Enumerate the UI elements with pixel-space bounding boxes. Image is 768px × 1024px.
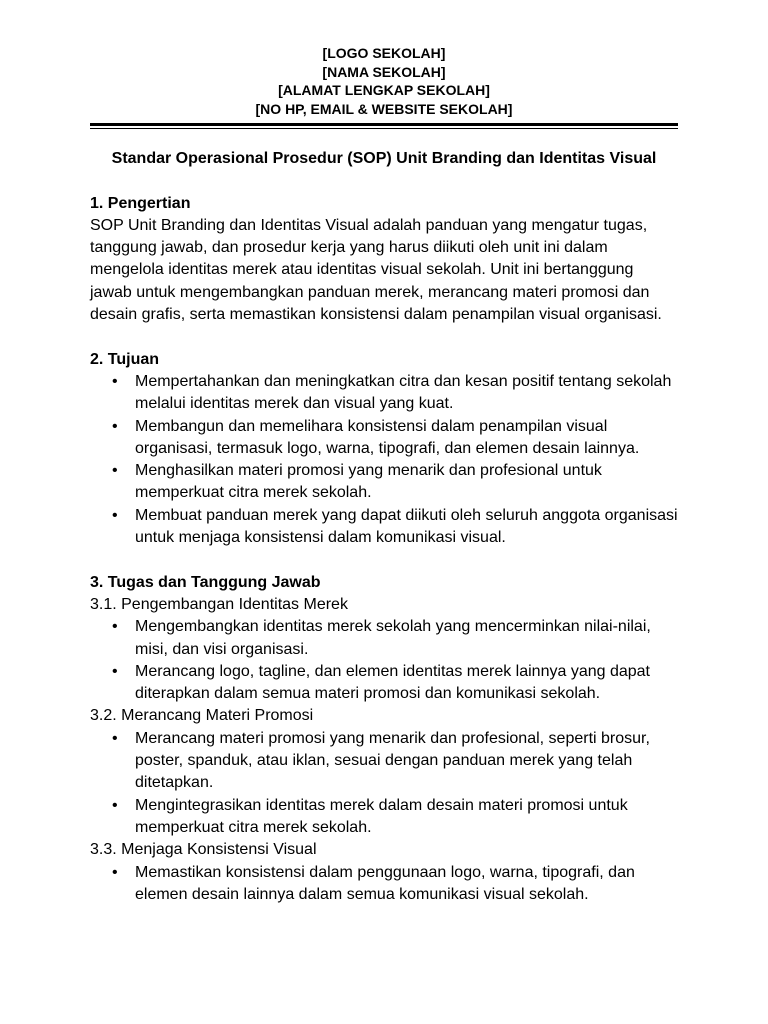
konsistensi-list [90, 862, 678, 907]
list-item-text: Mempertahankan dan meningkatkan citra dan kesan positif tentang sekolah melalui identitas merek dan visual yang kuat. [135, 372, 672, 413]
subsection-title-konsistensi: 3.3. Menjaga Konsistensi Visual [90, 841, 317, 859]
letterhead-logo-placeholder: [LOGO SEKOLAH] [322, 45, 446, 61]
list-item-text: Menghasilkan materi promosi yang menarik dan profesional untuk memperkuat citra merek sekolah. [135, 462, 602, 502]
list-item-text: Membuat panduan merek yang dapat diikuti oleh seluruh anggota organisasi untuk menjaga konsistensi dalam komunikasi visual. [135, 506, 678, 547]
bullet-icon: • [112, 618, 118, 636]
bullet-icon: • [112, 863, 118, 881]
bullet-icon: • [112, 462, 118, 480]
list-item-text: Membangun dan memelihara konsistensi dalam penampilan visual organisasi, termasuk logo, warna, tipografi, dan elemen desain lainnya. [135, 417, 640, 457]
list-item-text: Mengintegrasikan identitas merek dalam desain materi promosi untuk memperkuat citra merek sekolah. [135, 796, 628, 836]
spacer [90, 326, 678, 348]
section-body-pengertian: SOP Unit Branding dan Identitas Visual adalah panduan yang mengatur tugas, tanggung jawab, dan prosedur kerja yang harus diikuti oleh unit ini dalam mengelola identitas merek atau identitas visual sekolah. Unit ini bertanggung jawab untuk mengembangkan panduan merek, merancang materi promosi dan desain grafis, serta memastikan konsistensi dalam penampilan visual organisasi. [90, 216, 662, 324]
materi-promosi-list [90, 728, 678, 839]
section-heading-tujuan: 2. Tujuan [90, 350, 160, 368]
list-item [90, 795, 678, 840]
document-title: Standar Operasional Prosedur (SOP) Unit Branding dan Identitas Visual [111, 150, 657, 167]
bullet-icon: • [112, 796, 118, 814]
list-item [90, 616, 678, 661]
list-item [90, 505, 678, 550]
bullet-icon: • [112, 506, 118, 524]
letterhead-contact: [NO HP, EMAIL & WEBSITE SEKOLAH] [255, 100, 513, 117]
list-item-text: Mengembangkan identitas merek sekolah yang mencerminkan nilai-nilai, misi, dan visi organisasi. [135, 618, 651, 658]
section-heading-pengertian: 1. Pengertian [90, 194, 191, 212]
pengembangan-list [90, 616, 678, 705]
spacer [90, 549, 678, 571]
list-item-text: Memastikan konsistensi dalam penggunaan logo, warna, tipografi, dan elemen desain lainnya dalam semua komunikasi visual sekolah. [135, 863, 635, 903]
list-item [90, 371, 678, 416]
list-item-text: Merancang materi promosi yang menarik dan profesional, seperti brosur, poster, spanduk, atau iklan, sesuai dengan panduan merek yang telah ditetapkan. [135, 729, 650, 792]
list-item [90, 862, 678, 907]
spacer [90, 170, 678, 192]
letterhead [90, 44, 678, 118]
letterhead-school-name: [NAMA SEKOLAH] [322, 63, 446, 80]
section-heading-tugas: 3. Tugas dan Tanggung Jawab [90, 573, 321, 591]
bullet-icon: • [112, 417, 118, 435]
list-item [90, 661, 678, 706]
bullet-icon: • [112, 372, 118, 390]
list-item-text: Merancang logo, tagline, dan elemen identitas merek lainnya yang dapat diterapkan dalam semua materi promosi dan komunikasi sekolah. [135, 662, 650, 703]
bullet-icon: • [112, 729, 118, 747]
tujuan-list [90, 371, 678, 549]
subsection-title-pengembangan: 3.1. Pengembangan Identitas Merek [90, 595, 348, 613]
letterhead-rule-thin [90, 128, 678, 129]
subsection-title-materi-promosi: 3.2. Merancang Materi Promosi [90, 707, 314, 725]
list-item [90, 728, 678, 795]
document-body [90, 148, 678, 906]
letterhead-address: [ALAMAT LENGKAP SEKOLAH] [278, 82, 490, 98]
list-item [90, 460, 678, 505]
list-item [90, 416, 678, 461]
bullet-icon: • [112, 662, 118, 680]
letterhead-rule-thick [90, 123, 678, 126]
